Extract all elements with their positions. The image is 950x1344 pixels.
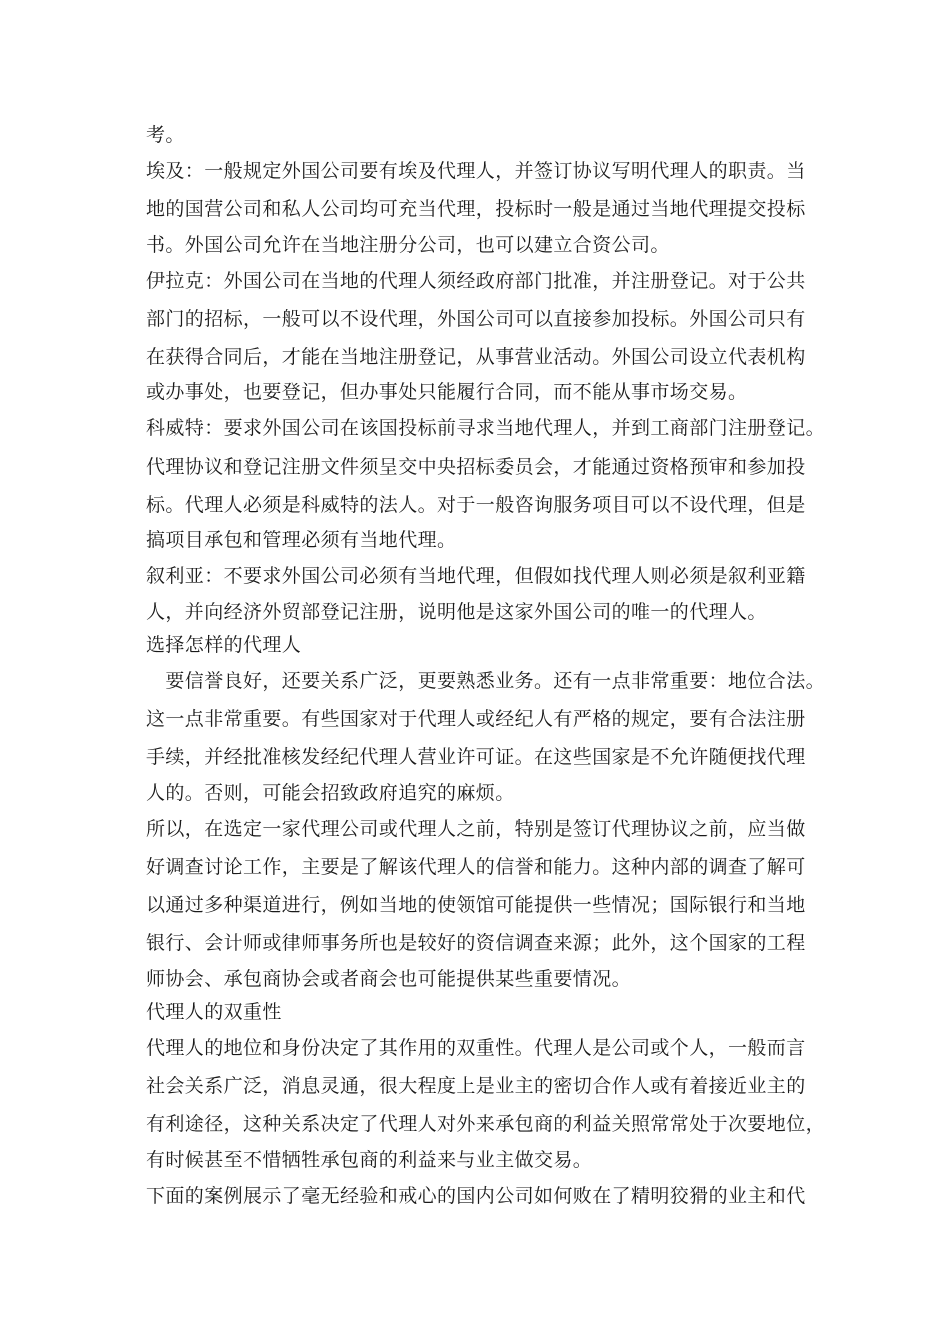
text-line: 部门的招标，一般可以不设代理，外国公司可以直接参加投标。外国公司只有: [146, 307, 806, 330]
text-line: 有利途径，这种关系决定了代理人对外来承包商的利益关照常常处于次要地位，: [146, 1113, 826, 1136]
text-line: 要信誉良好，还要关系广泛，更要熟悉业务。还有一点非常重要：地位合法。: [146, 669, 826, 692]
text-line: 人的。否则，可能会招致政府追究的麻烦。: [146, 781, 515, 804]
text-line: 手续，并经批准核发经纪代理人营业许可证。在这些国家是不允许随便找代理: [146, 746, 806, 769]
text-line: 代理人的地位和身份决定了其作用的双重性。代理人是公司或个人，一般而言: [146, 1036, 806, 1059]
text-line: 有时候甚至不惜牺牲承包商的利益来与业主做交易。: [146, 1148, 593, 1171]
text-line: 代理协议和登记注册文件须呈交中央招标委员会，才能通过资格预审和参加投: [146, 455, 806, 478]
text-line: 科威特：要求外国公司在该国投标前寻求当地代理人，并到工商部门注册登记。: [146, 417, 826, 440]
text-line: 伊拉克：外国公司在当地的代理人须经政府部门批准，并注册登记。对于公共: [146, 269, 806, 292]
text-line: 考。: [146, 124, 185, 146]
text-line: 埃及：一般规定外国公司要有埃及代理人，并签订协议写明代理人的职责。当: [146, 160, 806, 182]
body-text: [146, 119, 826, 1215]
text-line: 人，并向经济外贸部登记注册，说明他是这家外国公司的唯一的代理人。: [146, 600, 767, 623]
text-line: 社会关系广泛，消息灵通，很大程度上是业主的密切合作人或有着接近业主的: [146, 1075, 806, 1098]
section-heading: 代理人的双重性: [146, 1000, 282, 1023]
text-line: 银行、会计师或律师事务所也是较好的资信调查来源；此外，这个国家的工程: [146, 932, 806, 955]
text-line: 在获得合同后，才能在当地注册登记，从事营业活动。外国公司设立代表机构: [146, 346, 806, 369]
text-line: 搞项目承包和管理必须有当地代理。: [146, 529, 457, 552]
text-line: 标。代理人必须是科威特的法人。对于一般咨询服务项目可以不设代理，但是: [146, 494, 806, 517]
text-line: 以通过多种渠道进行，例如当地的使领馆可能提供一些情况；国际银行和当地: [146, 894, 806, 917]
section-heading: 选择怎样的代理人: [146, 633, 302, 656]
text-line: 书。外国公司允许在当地注册分公司，也可以建立合资公司。: [146, 233, 670, 256]
text-line: 师协会、承包商协会或者商会也可能提供某些重要情况。: [146, 967, 632, 990]
text-line: 好调查讨论工作，主要是了解该代理人的信誉和能力。这种内部的调查了解可: [146, 855, 806, 878]
text-line: 所以，在选定一家代理公司或代理人之前，特别是签订代理协议之前，应当做: [146, 817, 806, 840]
text-line: 这一点非常重要。有些国家对于代理人或经纪人有严格的规定，要有合法注册: [146, 707, 806, 730]
text-line: 叙利亚：不要求外国公司必须有当地代理，但假如找代理人则必须是叙利亚籍: [146, 565, 806, 588]
text-line: 地的国营公司和私人公司均可充当代理，投标时一般是通过当地代理提交投标: [146, 198, 806, 221]
text-line: 下面的案例展示了毫无经验和戒心的国内公司如何败在了精明狡猾的业主和代: [146, 1184, 806, 1207]
text-line: 或办事处，也要登记，但办事处只能履行合同，而不能从事市场交易。: [146, 381, 748, 404]
